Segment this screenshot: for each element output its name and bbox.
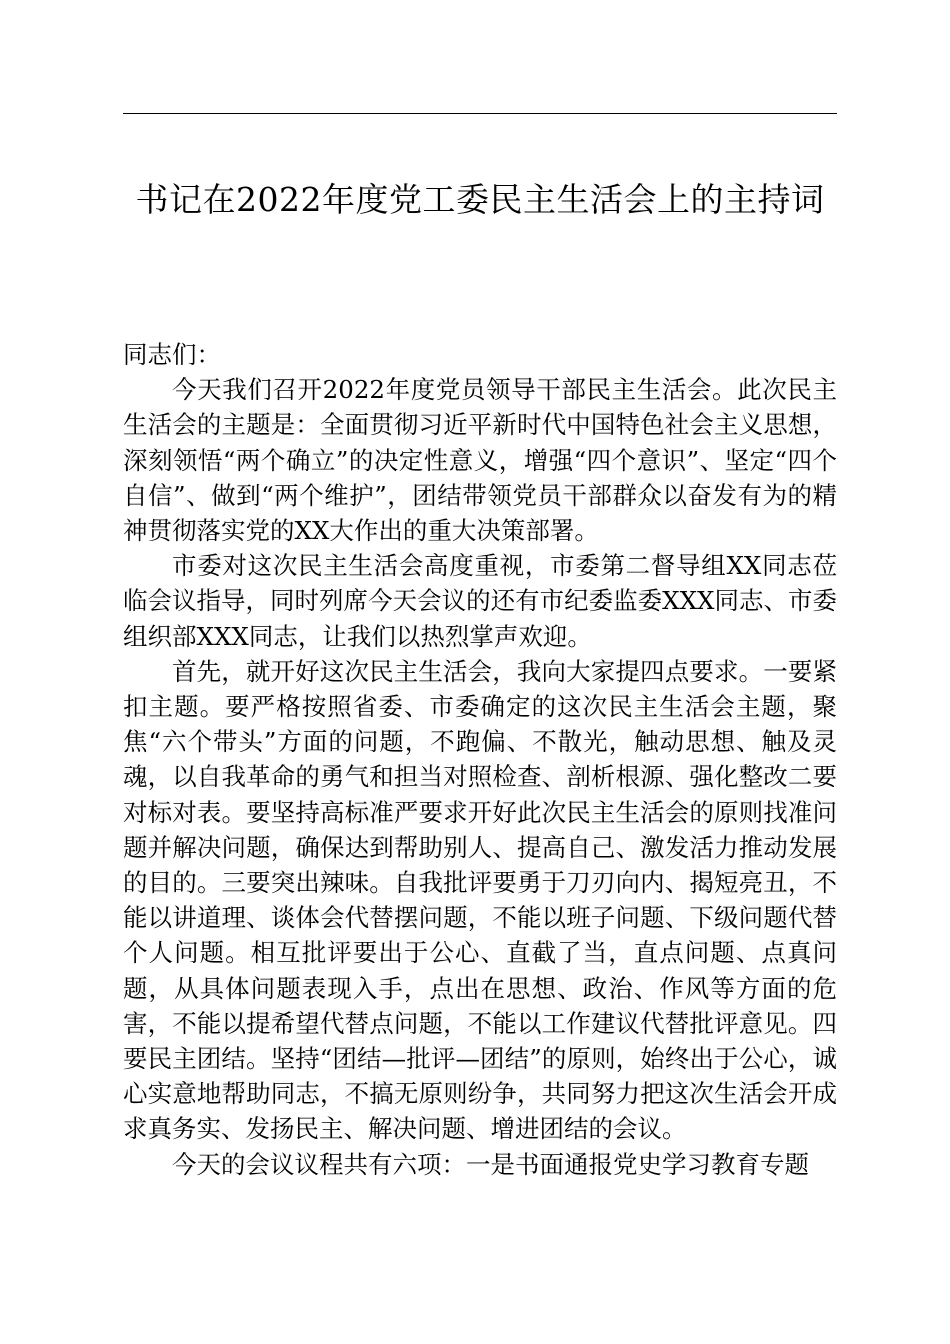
document-title: 书记在2022年度党工委民主生活会上的主持词 [135, 180, 825, 219]
paragraph-2: 市委对这次民主生活会高度重视，市委第二督导组XX同志莅临会议指导，同时列席今天会议的还有市纪委监委XXX同志、市委组织部XXX同志，让我们以热烈掌声欢迎。 [123, 551, 837, 651]
salutation: 同志们： [123, 340, 221, 369]
paragraph-3: 首先，就开好这次民主生活会，我向大家提四点要求。一要紧扣主题。要严格按照省委、市委确定的这次民主生活会主题，聚焦“六个带头”方面的问题，不跑偏、不散光，触动思想、触及灵魂，以自我革命的勇气和担当对照检查、剖析根源、强化整改二要对标对表。要坚持高标准严要求开好此次民主生活会的原则找准问题并解决问题，确保达到帮助别人、提高自己、激发活力推动发展的目的。三要突出辣味。自我批评要勇于刀刃向内、揭短亮丑，不能以讲道理、谈体会代替摆问题，不能以班子问题、下级问题代替个人问题。相互批评要出于公心、直截了当，直点问题、点真问题，从具体问题表现入手，点出在思想、政治、作风等方面的危害，不能以提希望代替点问题，不能以工作建议代替批评意见。四要民主团结。坚持“团结—批评—团结”的原则，始终出于公心，诚心实意地帮助同志，不搞无原则纷争，共同努力把这次生活会开成求真务实、发扬民主、解决问题、增进团结的会议。 [123, 656, 837, 1144]
paragraph-4: 今天的会议议程共有六项：一是书面通报党史学习教育专题 [172, 1149, 809, 1179]
header-rule [123, 113, 837, 114]
paragraph-1: 今天我们召开2022年度党员领导干部民主生活会。此次民主生活会的主题是：全面贯彻习近平新时代中国特色社会主义思想，深刻领悟“两个确立”的决定性意义，增强“四个意识”、坚定“四个自信”、做到“两个维护”，团结带领党员干部群众以奋发有为的精神贯彻落实党的XX大作出的重大决策部署。 [123, 375, 837, 546]
document-body [123, 337, 837, 1182]
